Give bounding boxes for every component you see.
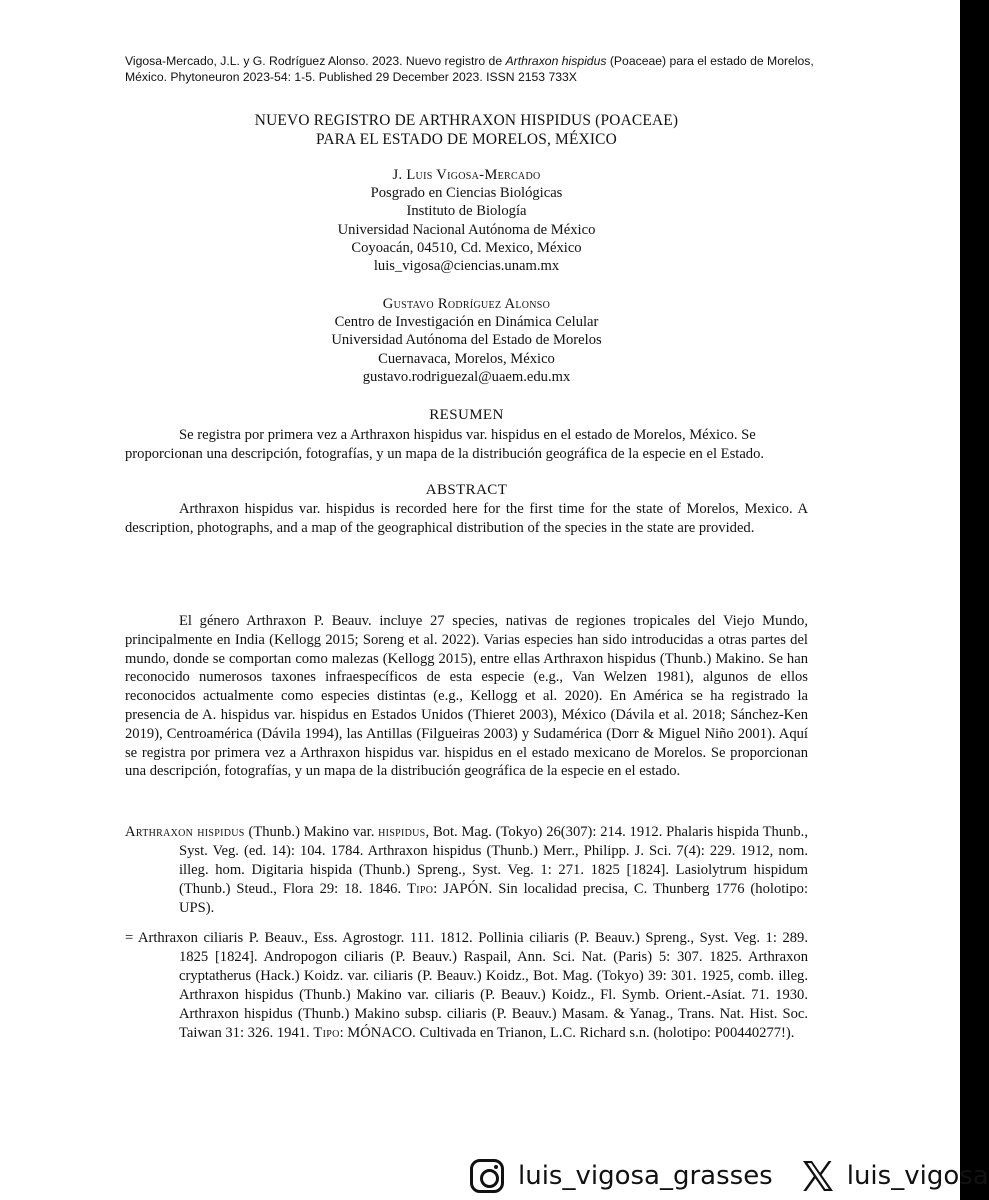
affiliation-line: Instituto de Biología [406, 203, 527, 220]
taxonomic-entry-1 [125, 823, 808, 918]
affiliation-line: Universidad Autónoma del Estado de Morelos [331, 332, 602, 349]
affiliation-line: Centro de Investigación en Dinámica Celular [334, 314, 599, 331]
author-name: J. Luis Vigosa-Mercado [392, 167, 541, 183]
abstract-heading: ABSTRACT [425, 482, 508, 498]
instagram-icon[interactable] [470, 1159, 504, 1193]
x-handle[interactable]: luis_vigosa [846, 1161, 989, 1191]
tipo-details: : JAPÓN. Sin localidad precisa, C. Thunberg 1776 (holotipo: UPS). [179, 881, 808, 917]
taxon-synonyms: , Bot. Mag. (Tokyo) 26(307): 214. 1912. Phalaris hispida Thunb., Syst. Veg. (ed. 14): 104. 1784. Arthraxon hispidus (Thunb.) Merr., Philipp. J. Sci. 7(4): 229. 1912, nom. illeg. hom. Digitaria hispida (Thunb.) Spreng., Syst. Veg. 1: 271. 1825 [1824]. Lasiolytrum hispidum (Thunb.) Steud., Flora 29: 18. 1846. [179, 824, 808, 898]
citation-header [125, 53, 815, 85]
taxon-variety: hispidus [378, 824, 426, 840]
abstract-text: Arthraxon hispidus var. hispidus is recorded here for the first time for the state of Morelos, Mexico. A description, photographs, and a map of the geographical distribution of the species in the state are provided. [125, 501, 808, 536]
x-logo-icon[interactable] [799, 1158, 837, 1194]
affiliation-line: Universidad Nacional Autónoma de México [337, 221, 596, 238]
taxon-author: (Thunb.) Makino var. [244, 824, 379, 840]
resumen-heading: RESUMEN [429, 407, 504, 423]
title-line-1: NUEVO REGISTRO DE ARTHRAXON HISPIDUS (POACEAE) [254, 112, 679, 129]
social-footer [470, 1152, 989, 1200]
tipo-label: Tipo [407, 881, 434, 898]
tipo-details: : MÓNACO. Cultivada en Trianon, L.C. Richard s.n. (holotipo: P00440277!). [339, 1025, 795, 1042]
taxon-name: Arthraxon hispidus [125, 824, 245, 840]
affiliation-line: Coyoacán, 04510, Cd. Mexico, México [351, 239, 582, 256]
citation-species: Arthraxon hispidus [505, 54, 607, 68]
citation-authors: Vigosa-Mercado, J.L. y G. Rodríguez Alonso. 2023. Nuevo registro de [125, 54, 506, 68]
taxonomic-entry-2 [125, 929, 808, 1044]
body-paragraph: El género Arthraxon P. Beauv. incluye 27 species, nativas de regiones tropicales del Viejo Mundo, principalmente en India (Kellogg 2015; Soreng et al. 2022). Varias especies han sido introducidas a otras partes del mundo, donde se comportan como malezas (Kellogg 2015), entre ellas Arthraxon hispidus (Thunb.) Makino. Se han reconocido numerosos taxones infraespecíficos de esta especie (e.g., Van Welzen 1981), algunos de ellos reconocidos actualmente como especies distintas (e.g., Kellogg et al. 2020). En América se ha registrado la presencia de A. hispidus var. hispidus en Estados Unidos (Thieret 2003), México (Dávila et al. 2018; Sánchez-Ken 2019), Centroamérica (Dávila 1994), las Antillas (Filgueiras 2003) y Sudamérica (Dorr & Miguel Niño 2001). Aquí se registra por primera vez a Arthraxon hispidus var. hispidus en el estado mexicano de Morelos. Se proporcionan una descripción, fotografías, y un mapa de la distribución geográfica de la especie en el estado. [125, 613, 808, 780]
paper-title [125, 111, 808, 149]
resumen-text: Se registra por primera vez a Arthraxon hispidus var. hispidus en el estado de Morelos, México. Se proporcionan una descripción, fotografías, y un mapa de la distribución geográfica de la especie en el Estado. [125, 427, 765, 462]
citation-rest: (Poaceae) para el estado de Morelos, México. Phytoneuron 2023-54: 1-5. Published 29 December 2023. ISSN 2153 733X [125, 54, 814, 84]
author-email: luis_vigosa@ciencias.unam.mx [373, 258, 560, 275]
author-block-1 [125, 166, 808, 275]
affiliation-line: Cuernavaca, Morelos, México [378, 350, 555, 367]
tipo-label: Tipo [313, 1025, 340, 1042]
author-name: Gustavo Rodríguez Alonso [382, 296, 551, 312]
author-email: gustavo.rodriguezal@uaem.edu.mx [362, 368, 571, 385]
instagram-handle[interactable]: luis_vigosa_grasses [518, 1161, 773, 1191]
taxon-synonyms: = Arthraxon ciliaris P. Beauv., Ess. Agrostogr. 111. 1812. Pollinia ciliaris (P. Beauv.) Spreng., Syst. Veg. 1: 289. 1825 [1824]. Andropogon ciliaris (P. Beauv.) Raspail, Ann. Sci. Nat. (Paris) 5: 307. 1825. Arthraxon cryptatherus (Hack.) Koidz. var. ciliaris (P. Beauv.) Koidz., Bot. Mag. (Tokyo) 39: 301. 1925, comb. illeg. Arthraxon hispidus (Thunb.) Makino var. ciliaris (P. Beauv.) Koidz., Fl. Symb. Orient.-Asiat. 71. 1930. Arthraxon hispidus (Thunb.) Makino subsp. ciliaris (P. Beauv.) Masam. & Yanag., Trans. Nat. Hist. Soc. Taiwan 31: 326. 1941. [125, 930, 808, 1042]
affiliation-line: Posgrado en Ciencias Biológicas [370, 185, 563, 202]
author-block-2 [125, 295, 808, 386]
title-line-2: PARA EL ESTADO DE MORELOS, MÉXICO [316, 131, 617, 148]
